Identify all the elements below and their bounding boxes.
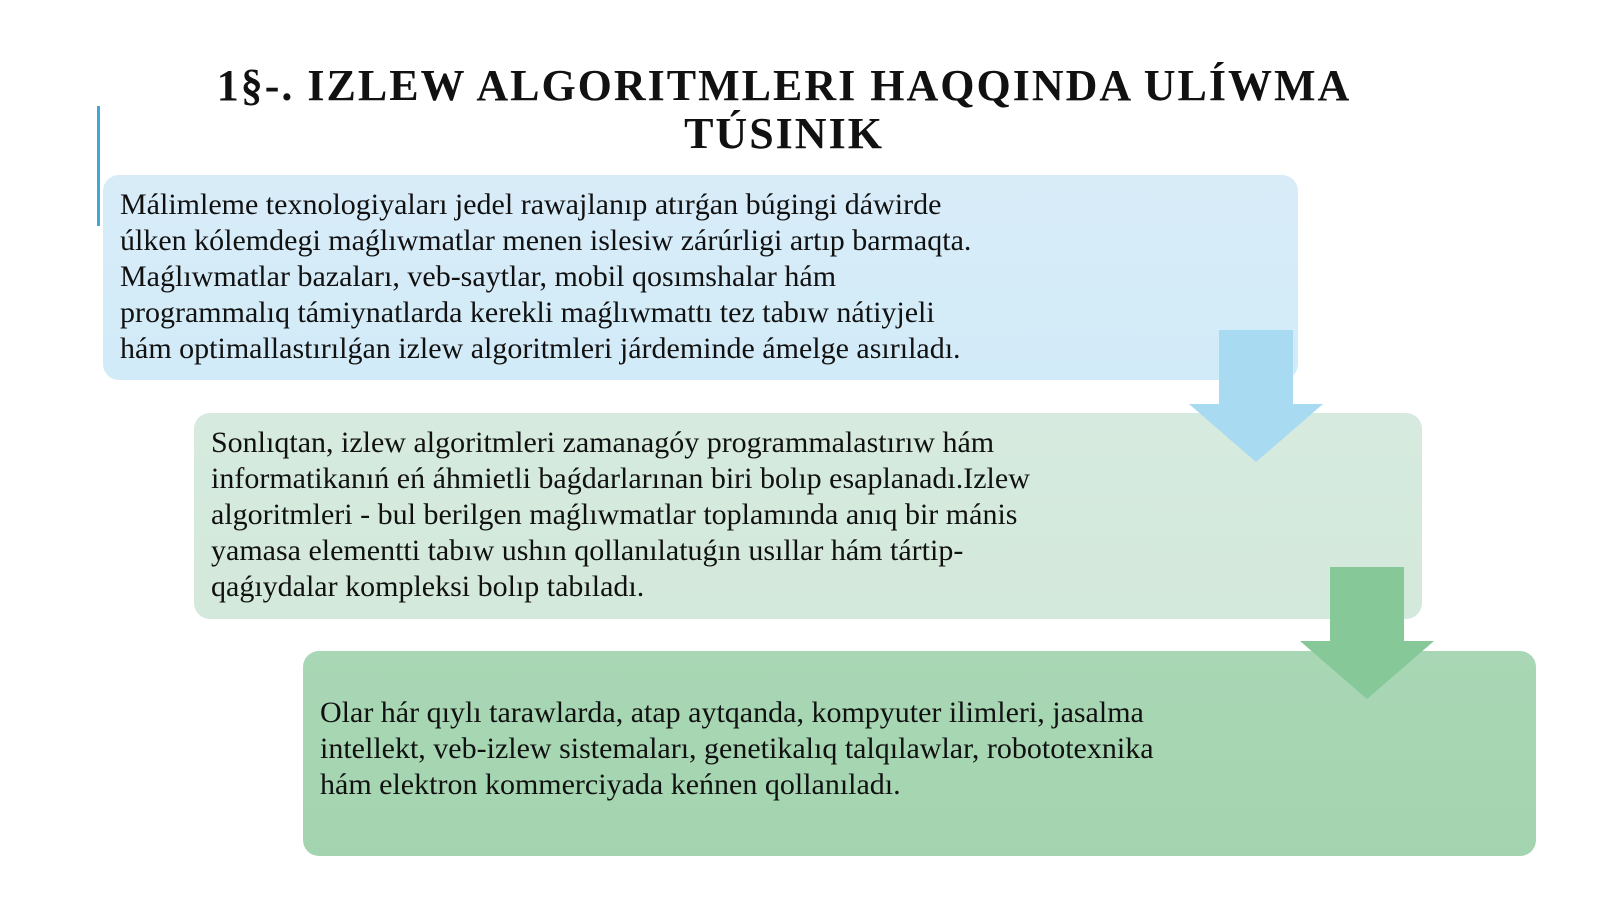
text-box-2-content: Sonlıqtan, izlew algoritmleri zamanagóy programmalastırıw hám informatikanıń eń áhmietli baǵdarlarınan biri bolıp esaplanadı.Izlew algoritmleri - bul berilgen maǵlıwmatlar toplamında anıq bir mánis yamasa elementti tabıw ushın qollanılatuǵın usıllar hám tártip- qaǵıydalar kompleksi bolıp tabıladı. — [211, 426, 1030, 603]
down-arrow-icon — [1189, 330, 1323, 462]
text-box-3-content: Olar hár qıylı tarawlarda, atap aytqanda, kompyuter ilimleri, jasalma intellekt, veb-izlew sistemaları, genetikalıq talqılawlar, robototexnika hám elektron kommerciyada keńnen qollanıladı. — [320, 696, 1154, 801]
slide-title-line-1: 1§-. IZLEW ALGORITMLERI HAQQINDA ULÍWMA — [216, 61, 1352, 110]
down-arrow-2-shape — [1300, 567, 1434, 699]
text-box-1 — [103, 175, 1298, 380]
down-arrow-icon — [1300, 567, 1434, 699]
slide-title — [150, 62, 1418, 158]
slide-title-line-2: TÚSINIK — [684, 109, 884, 158]
title-accent-bar — [97, 106, 100, 226]
text-box-1-content: Málimleme texnologiyaları jedel rawajlanıp atırǵan búgingi dáwirde úlken kólemdegi maǵlıwmatlar menen islesiw zárúrligi artıp barmaqta. Maǵlıwmatlar bazaları, veb-saytlar, mobil qosımshalar hám programmalıq támiynatlarda kerekli maǵlıwmattı tez tabıw nátiyjeli hám optimallastırılǵan izlew algoritmleri járdeminde ámelge asırıladı. — [120, 188, 972, 365]
down-arrow-1-shape — [1189, 330, 1323, 462]
